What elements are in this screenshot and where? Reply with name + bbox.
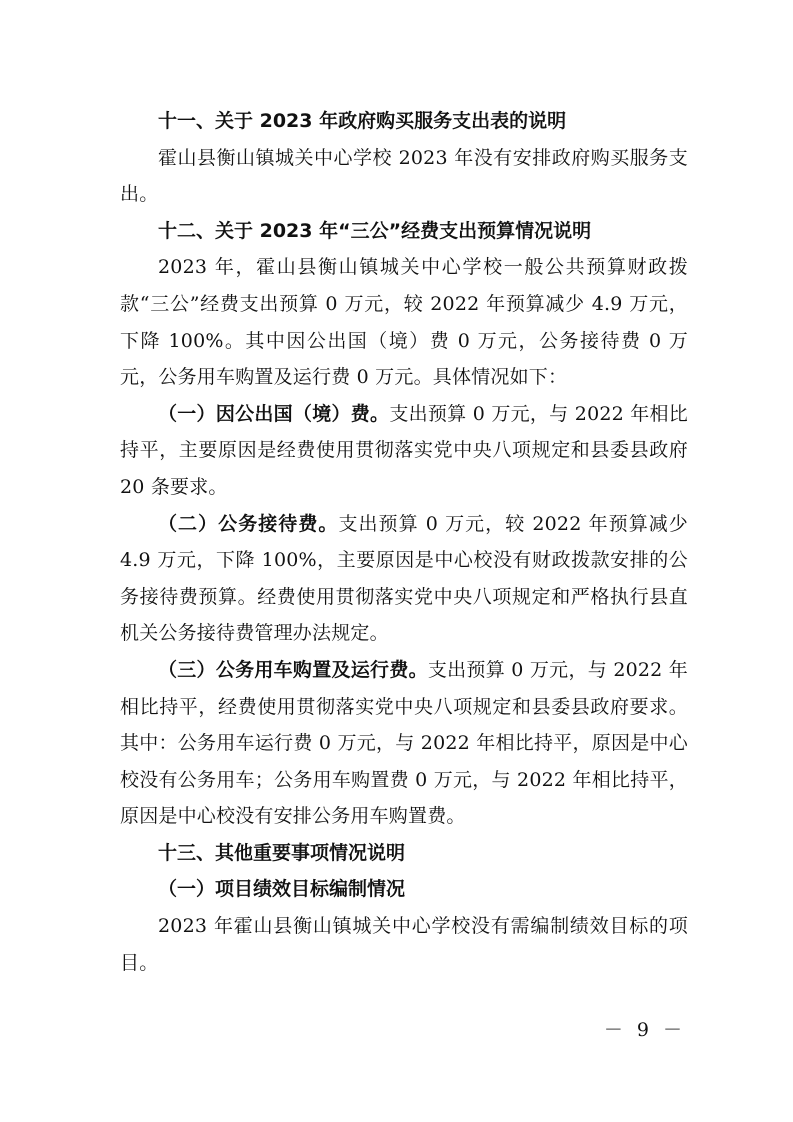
section-11-heading: 十一、关于 2023 年政府购买服务支出表的说明 [158, 110, 567, 132]
section-12-heading: 十二、关于 2023 年“三公”经费支出预算情况说明 [158, 219, 592, 242]
section-12-item-1 [120, 396, 688, 506]
section-11-paragraph: 霍山县衡山镇城关中心学校 2023 年没有安排政府购买服务支出。 [120, 146, 688, 206]
section-12-item-3 [120, 652, 688, 835]
item-2-text: 支出预算 0 万元，较 2022 年预算减少 4.9 万元，下降 100%，主要原因是中心校没有财政拨款安排的公务接待费预算。经费使用贯彻落实党中央八项规定和严格执行县直机关公务接待费管理办法规定。 [120, 512, 688, 645]
section-13-subheading: （一）项目绩效目标编制情况 [158, 878, 406, 901]
item-1-lead: （一）因公出国（境）费。 [158, 402, 390, 425]
item-2-lead: （二）公务接待费。 [158, 512, 339, 535]
item-3-text: 支出预算 0 万元，与 2022 年相比持平，经费使用贯彻落实党中央八项规定和县委县政府要求。其中：公务用车运行费 0 万元，与 2022 年相比持平，原因是中心校没有公务用车；公务用车购置费 0 万元，与 2022 年相比持平，原因是中心校没有安排公务用车购置费。 [120, 658, 688, 828]
page-number: － 9 － [603, 1019, 686, 1041]
document-page [120, 103, 688, 981]
item-3-lead: （三）公务用车购置及运行费。 [158, 658, 428, 681]
section-12-item-2 [120, 506, 688, 652]
section-12-paragraph: 2023 年，霍山县衡山镇城关中心学校一般公共预算财政拨款“三公”经费支出预算 0 万元，较 2022 年预算减少 4.9 万元，下降 100%。其中因公出国（境）费 0 万元，公务接待费 0 万元，公务用车购置及运行费 0 万元。具体情况如下： [120, 256, 688, 389]
section-13-heading: 十三、其他重要事项情况说明 [158, 841, 406, 864]
item-1-text: 支出预算 0 万元，与 2022 年相比持平，主要原因是经费使用贯彻落实党中央八项规定和县委县政府 20 条要求。 [120, 402, 688, 498]
section-13-paragraph: 2023 年霍山县衡山镇城关中心学校没有需编制绩效目标的项目。 [120, 915, 688, 974]
